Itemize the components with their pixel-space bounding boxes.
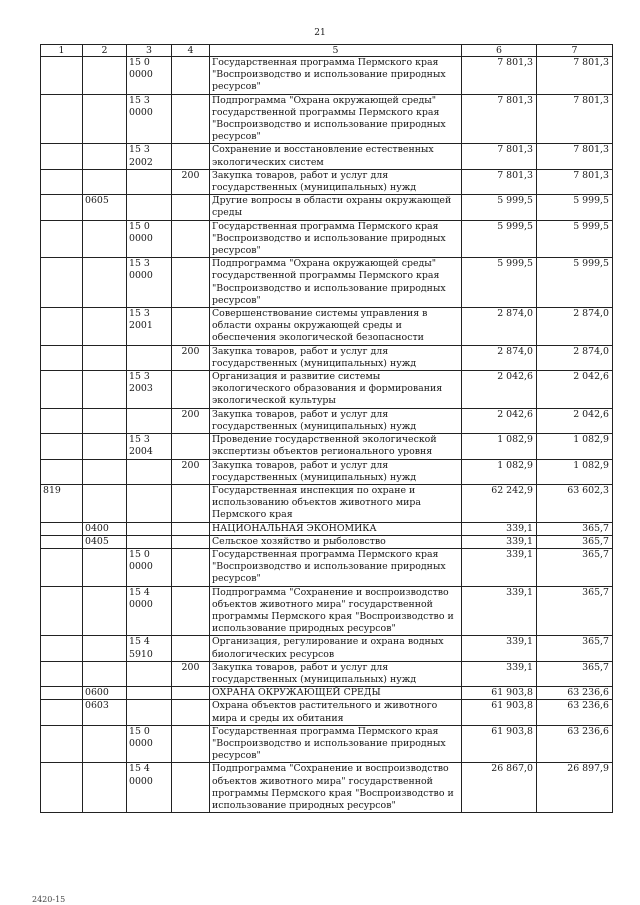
cell-ministry bbox=[41, 548, 83, 586]
cell-ministry bbox=[41, 586, 83, 636]
cell-section bbox=[83, 661, 127, 686]
cell-amount-year2: 2 042,6 bbox=[537, 408, 613, 433]
cell-expense-type bbox=[172, 763, 210, 813]
cell-section: 0605 bbox=[83, 195, 127, 220]
cell-target-article bbox=[127, 345, 172, 370]
cell-section bbox=[83, 484, 127, 522]
cell-ministry bbox=[41, 371, 83, 409]
cell-section bbox=[83, 57, 127, 95]
cell-description: Закупка товаров, работ и услуг для государственных (муниципальных) нужд bbox=[210, 661, 462, 686]
cell-target-article: 15 3 0000 bbox=[127, 94, 172, 144]
cell-ministry bbox=[41, 169, 83, 194]
cell-amount-year2: 63 236,6 bbox=[537, 687, 613, 700]
cell-amount-year1: 61 903,8 bbox=[462, 687, 537, 700]
cell-target-article bbox=[127, 459, 172, 484]
table-row bbox=[41, 408, 613, 433]
cell-description: Организация и развитие системы экологического образования и формирования экологической культуры bbox=[210, 371, 462, 409]
cell-description: Закупка товаров, работ и услуг для государственных (муниципальных) нужд bbox=[210, 345, 462, 370]
cell-amount-year1: 7 801,3 bbox=[462, 144, 537, 169]
cell-amount-year2: 2 874,0 bbox=[537, 345, 613, 370]
cell-amount-year2: 1 082,9 bbox=[537, 459, 613, 484]
cell-section bbox=[83, 308, 127, 346]
cell-section bbox=[83, 258, 127, 308]
cell-amount-year1: 339,1 bbox=[462, 661, 537, 686]
cell-ministry bbox=[41, 763, 83, 813]
cell-amount-year2: 7 801,3 bbox=[537, 57, 613, 95]
cell-ministry bbox=[41, 57, 83, 95]
cell-section bbox=[83, 459, 127, 484]
cell-expense-type: 200 bbox=[172, 169, 210, 194]
cell-amount-year2: 7 801,3 bbox=[537, 169, 613, 194]
table-row bbox=[41, 434, 613, 459]
table-row bbox=[41, 220, 613, 258]
table-row bbox=[41, 169, 613, 194]
footer-code: 2420-15 bbox=[32, 895, 66, 904]
cell-ministry bbox=[41, 459, 83, 484]
cell-ministry bbox=[41, 522, 83, 535]
cell-ministry bbox=[41, 434, 83, 459]
cell-amount-year2: 63 602,3 bbox=[537, 484, 613, 522]
cell-expense-type bbox=[172, 434, 210, 459]
table-row bbox=[41, 700, 613, 725]
cell-ministry bbox=[41, 144, 83, 169]
cell-target-article: 15 0 0000 bbox=[127, 57, 172, 95]
cell-target-article: 15 0 0000 bbox=[127, 725, 172, 763]
cell-amount-year2: 63 236,6 bbox=[537, 700, 613, 725]
cell-description: Подпрограмма "Охрана окружающей среды" государственной программы Пермского края "Воспроизводство и использование природных ресурсов" bbox=[210, 94, 462, 144]
cell-description: Государственная программа Пермского края "Воспроизводство и использование природных ресурсов" bbox=[210, 548, 462, 586]
cell-description: Подпрограмма "Сохранение и воспроизводство объектов животного мира" государственной программы Пермского края "Воспроизводство и использование природных ресурсов" bbox=[210, 763, 462, 813]
table-row bbox=[41, 195, 613, 220]
cell-section bbox=[83, 408, 127, 433]
column-header: 2 bbox=[83, 45, 127, 57]
cell-section bbox=[83, 434, 127, 459]
cell-target-article bbox=[127, 700, 172, 725]
table-row bbox=[41, 258, 613, 308]
cell-amount-year1: 1 082,9 bbox=[462, 434, 537, 459]
cell-target-article: 15 4 5910 bbox=[127, 636, 172, 661]
table-row bbox=[41, 586, 613, 636]
cell-expense-type bbox=[172, 636, 210, 661]
cell-description: Государственная программа Пермского края "Воспроизводство и использование природных ресурсов" bbox=[210, 57, 462, 95]
table-row bbox=[41, 687, 613, 700]
cell-ministry: 819 bbox=[41, 484, 83, 522]
column-header: 4 bbox=[172, 45, 210, 57]
cell-description: Проведение государственной экологической экспертизы объектов регионального уровня bbox=[210, 434, 462, 459]
table-row bbox=[41, 371, 613, 409]
table-row bbox=[41, 345, 613, 370]
cell-expense-type: 200 bbox=[172, 661, 210, 686]
cell-ministry bbox=[41, 94, 83, 144]
cell-description: Сохранение и восстановление естественных экологических систем bbox=[210, 144, 462, 169]
cell-amount-year2: 365,7 bbox=[537, 535, 613, 548]
cell-target-article bbox=[127, 687, 172, 700]
cell-amount-year1: 7 801,3 bbox=[462, 169, 537, 194]
cell-amount-year2: 63 236,6 bbox=[537, 725, 613, 763]
cell-section: 0400 bbox=[83, 522, 127, 535]
cell-target-article: 15 0 0000 bbox=[127, 220, 172, 258]
cell-amount-year1: 5 999,5 bbox=[462, 220, 537, 258]
cell-target-article: 15 4 0000 bbox=[127, 763, 172, 813]
table-row bbox=[41, 535, 613, 548]
cell-target-article: 15 3 2001 bbox=[127, 308, 172, 346]
cell-expense-type bbox=[172, 308, 210, 346]
cell-expense-type bbox=[172, 700, 210, 725]
column-header: 7 bbox=[537, 45, 613, 57]
cell-section bbox=[83, 220, 127, 258]
cell-target-article bbox=[127, 535, 172, 548]
cell-description: НАЦИОНАЛЬНАЯ ЭКОНОМИКА bbox=[210, 522, 462, 535]
cell-section bbox=[83, 548, 127, 586]
cell-amount-year1: 2 874,0 bbox=[462, 308, 537, 346]
cell-section bbox=[83, 169, 127, 194]
cell-amount-year1: 339,1 bbox=[462, 548, 537, 586]
cell-description: Другие вопросы в области охраны окружающей среды bbox=[210, 195, 462, 220]
cell-section bbox=[83, 345, 127, 370]
cell-amount-year1: 2 042,6 bbox=[462, 371, 537, 409]
cell-target-article: 15 3 2003 bbox=[127, 371, 172, 409]
cell-expense-type bbox=[172, 586, 210, 636]
cell-expense-type bbox=[172, 371, 210, 409]
cell-amount-year2: 7 801,3 bbox=[537, 94, 613, 144]
cell-amount-year2: 5 999,5 bbox=[537, 220, 613, 258]
cell-expense-type bbox=[172, 484, 210, 522]
cell-expense-type bbox=[172, 535, 210, 548]
cell-ministry bbox=[41, 661, 83, 686]
cell-amount-year1: 61 903,8 bbox=[462, 725, 537, 763]
cell-ministry bbox=[41, 725, 83, 763]
cell-target-article: 15 3 2004 bbox=[127, 434, 172, 459]
cell-expense-type bbox=[172, 94, 210, 144]
cell-section bbox=[83, 94, 127, 144]
cell-amount-year1: 7 801,3 bbox=[462, 94, 537, 144]
table-row bbox=[41, 522, 613, 535]
table-row bbox=[41, 459, 613, 484]
cell-amount-year2: 365,7 bbox=[537, 548, 613, 586]
cell-target-article: 15 3 0000 bbox=[127, 258, 172, 308]
cell-section: 0405 bbox=[83, 535, 127, 548]
cell-amount-year1: 2 042,6 bbox=[462, 408, 537, 433]
table-row bbox=[41, 308, 613, 346]
budget-table bbox=[40, 44, 613, 813]
cell-amount-year2: 7 801,3 bbox=[537, 144, 613, 169]
cell-ministry bbox=[41, 636, 83, 661]
table-row bbox=[41, 144, 613, 169]
cell-target-article bbox=[127, 522, 172, 535]
cell-description: Государственная инспекция по охране и использованию объектов животного мира Пермского края bbox=[210, 484, 462, 522]
cell-amount-year1: 339,1 bbox=[462, 522, 537, 535]
table-row bbox=[41, 548, 613, 586]
cell-section bbox=[83, 636, 127, 661]
cell-section: 0600 bbox=[83, 687, 127, 700]
cell-amount-year1: 5 999,5 bbox=[462, 195, 537, 220]
column-header: 5 bbox=[210, 45, 462, 57]
cell-target-article bbox=[127, 661, 172, 686]
cell-expense-type bbox=[172, 258, 210, 308]
table-header-row bbox=[41, 45, 613, 57]
cell-amount-year2: 2 874,0 bbox=[537, 308, 613, 346]
cell-expense-type bbox=[172, 195, 210, 220]
cell-amount-year1: 62 242,9 bbox=[462, 484, 537, 522]
table-row bbox=[41, 725, 613, 763]
cell-amount-year1: 339,1 bbox=[462, 636, 537, 661]
cell-expense-type bbox=[172, 144, 210, 169]
cell-description: Закупка товаров, работ и услуг для государственных (муниципальных) нужд bbox=[210, 459, 462, 484]
cell-target-article bbox=[127, 408, 172, 433]
cell-amount-year2: 365,7 bbox=[537, 636, 613, 661]
cell-section bbox=[83, 144, 127, 169]
table-row bbox=[41, 484, 613, 522]
table-row bbox=[41, 763, 613, 813]
cell-amount-year2: 26 897,9 bbox=[537, 763, 613, 813]
cell-ministry bbox=[41, 308, 83, 346]
cell-amount-year1: 5 999,5 bbox=[462, 258, 537, 308]
cell-section: 0603 bbox=[83, 700, 127, 725]
cell-description: Закупка товаров, работ и услуг для государственных (муниципальных) нужд bbox=[210, 408, 462, 433]
table-row bbox=[41, 94, 613, 144]
cell-amount-year1: 1 082,9 bbox=[462, 459, 537, 484]
table-row bbox=[41, 636, 613, 661]
cell-description: ОХРАНА ОКРУЖАЮЩЕЙ СРЕДЫ bbox=[210, 687, 462, 700]
cell-expense-type bbox=[172, 522, 210, 535]
cell-amount-year2: 365,7 bbox=[537, 661, 613, 686]
cell-ministry bbox=[41, 220, 83, 258]
cell-target-article: 15 3 2002 bbox=[127, 144, 172, 169]
cell-description: Государственная программа Пермского края "Воспроизводство и использование природных ресурсов" bbox=[210, 725, 462, 763]
cell-ministry bbox=[41, 535, 83, 548]
cell-target-article: 15 0 0000 bbox=[127, 548, 172, 586]
cell-amount-year2: 1 082,9 bbox=[537, 434, 613, 459]
cell-description: Охрана объектов растительного и животного мира и среды их обитания bbox=[210, 700, 462, 725]
cell-expense-type bbox=[172, 725, 210, 763]
cell-ministry bbox=[41, 687, 83, 700]
cell-amount-year1: 339,1 bbox=[462, 535, 537, 548]
cell-expense-type: 200 bbox=[172, 459, 210, 484]
cell-ministry bbox=[41, 408, 83, 433]
cell-target-article bbox=[127, 195, 172, 220]
cell-amount-year2: 5 999,5 bbox=[537, 258, 613, 308]
cell-amount-year2: 365,7 bbox=[537, 522, 613, 535]
cell-target-article bbox=[127, 484, 172, 522]
cell-expense-type: 200 bbox=[172, 408, 210, 433]
cell-section bbox=[83, 371, 127, 409]
column-header: 6 bbox=[462, 45, 537, 57]
cell-ministry bbox=[41, 195, 83, 220]
column-header: 1 bbox=[41, 45, 83, 57]
cell-section bbox=[83, 586, 127, 636]
cell-description: Подпрограмма "Охрана окружающей среды" государственной программы Пермского края "Воспроизводство и использование природных ресурсов" bbox=[210, 258, 462, 308]
cell-description: Совершенствование системы управления в области охраны окружающей среды и обеспечения экологической безопасности bbox=[210, 308, 462, 346]
cell-amount-year1: 339,1 bbox=[462, 586, 537, 636]
cell-amount-year1: 7 801,3 bbox=[462, 57, 537, 95]
cell-amount-year1: 61 903,8 bbox=[462, 700, 537, 725]
cell-amount-year2: 5 999,5 bbox=[537, 195, 613, 220]
cell-ministry bbox=[41, 345, 83, 370]
cell-expense-type bbox=[172, 57, 210, 95]
cell-ministry bbox=[41, 700, 83, 725]
cell-amount-year2: 365,7 bbox=[537, 586, 613, 636]
cell-expense-type bbox=[172, 548, 210, 586]
cell-amount-year1: 26 867,0 bbox=[462, 763, 537, 813]
cell-description: Закупка товаров, работ и услуг для государственных (муниципальных) нужд bbox=[210, 169, 462, 194]
cell-section bbox=[83, 725, 127, 763]
cell-expense-type bbox=[172, 220, 210, 258]
cell-description: Подпрограмма "Сохранение и воспроизводство объектов животного мира" государственной программы Пермского края "Воспроизводство и использование природных ресурсов" bbox=[210, 586, 462, 636]
cell-description: Сельское хозяйство и рыболовство bbox=[210, 535, 462, 548]
cell-description: Государственная программа Пермского края "Воспроизводство и использование природных ресурсов" bbox=[210, 220, 462, 258]
cell-target-article bbox=[127, 169, 172, 194]
cell-amount-year2: 2 042,6 bbox=[537, 371, 613, 409]
cell-amount-year1: 2 874,0 bbox=[462, 345, 537, 370]
table-row bbox=[41, 57, 613, 95]
cell-ministry bbox=[41, 258, 83, 308]
cell-expense-type: 200 bbox=[172, 345, 210, 370]
cell-target-article: 15 4 0000 bbox=[127, 586, 172, 636]
page-number: 21 bbox=[314, 28, 326, 38]
column-header: 3 bbox=[127, 45, 172, 57]
cell-description: Организация, регулирование и охрана водных биологических ресурсов bbox=[210, 636, 462, 661]
cell-expense-type bbox=[172, 687, 210, 700]
cell-section bbox=[83, 763, 127, 813]
table-row bbox=[41, 661, 613, 686]
